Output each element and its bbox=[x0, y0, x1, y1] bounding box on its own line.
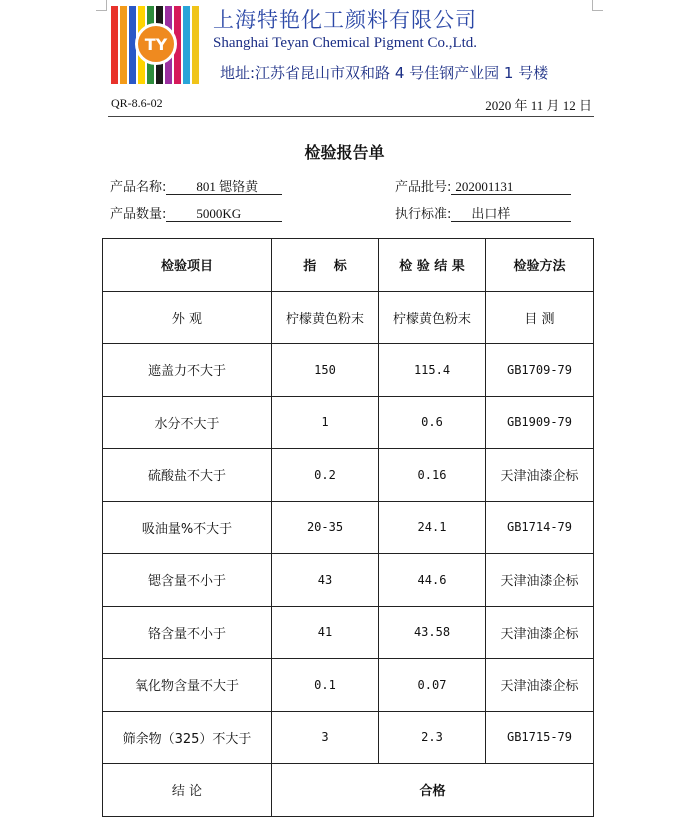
cell-item: 锶含量不小于 bbox=[103, 554, 272, 607]
page-title: 检验报告单 bbox=[304, 143, 385, 162]
conclusion-value: 合格 bbox=[272, 764, 594, 817]
cell-method: GB1709-79 bbox=[486, 344, 594, 397]
table-row bbox=[103, 344, 594, 397]
document-date: 2020 年 11 月 12 日 bbox=[485, 98, 592, 113]
cell-item: 遮盖力不大于 bbox=[103, 344, 272, 397]
cell-result: 0.6 bbox=[379, 396, 486, 449]
company-logo bbox=[111, 6, 205, 84]
cell-item: 氧化物含量不大于 bbox=[103, 659, 272, 712]
table-row bbox=[103, 606, 594, 659]
header-result: 检 验 结 果 bbox=[379, 239, 486, 292]
cell-spec: 3 bbox=[272, 711, 379, 764]
cell-spec: 1 bbox=[272, 396, 379, 449]
cell-spec: 柠檬黄色粉末 bbox=[272, 291, 379, 344]
quantity-value: 5000KG bbox=[166, 206, 282, 222]
table-row bbox=[103, 501, 594, 554]
table-row bbox=[103, 449, 594, 502]
page-corner-mark-left bbox=[96, 0, 107, 11]
cell-item: 吸油量%不大于 bbox=[103, 501, 272, 554]
batch-number-field bbox=[395, 176, 571, 195]
cell-item: 铬含量不小于 bbox=[103, 606, 272, 659]
product-name-field bbox=[110, 176, 282, 195]
logo-stripe bbox=[183, 6, 190, 84]
cell-result: 0.07 bbox=[379, 659, 486, 712]
standard-field bbox=[395, 203, 571, 222]
cell-spec: 41 bbox=[272, 606, 379, 659]
cell-result: 柠檬黄色粉末 bbox=[379, 291, 486, 344]
cell-item: 筛余物（325）不大于 bbox=[103, 711, 272, 764]
standard-value: 出口样 bbox=[451, 206, 571, 222]
inspection-table bbox=[102, 238, 594, 817]
cell-result: 115.4 bbox=[379, 344, 486, 397]
company-name-cn: 上海特艳化工颜料有限公司 bbox=[213, 8, 477, 32]
table-row bbox=[103, 291, 594, 344]
cell-method: GB1715-79 bbox=[486, 711, 594, 764]
standard-label: 执行标准: bbox=[395, 207, 452, 222]
product-name-label: 产品名称: bbox=[110, 180, 167, 195]
cell-spec: 20-35 bbox=[272, 501, 379, 554]
header-item: 检验项目 bbox=[103, 239, 272, 292]
cell-method: GB1909-79 bbox=[486, 396, 594, 449]
logo-stripe bbox=[120, 6, 127, 84]
cell-item: 外 观 bbox=[103, 291, 272, 344]
cell-spec: 150 bbox=[272, 344, 379, 397]
cell-item: 硫酸盐不大于 bbox=[103, 449, 272, 502]
cell-result: 24.1 bbox=[379, 501, 486, 554]
product-name-value: 801 锶铬黄 bbox=[166, 179, 282, 195]
header-method: 检验方法 bbox=[486, 239, 594, 292]
cell-method: 天津油漆企标 bbox=[486, 554, 594, 607]
table-row bbox=[103, 554, 594, 607]
page-corner-mark-right bbox=[592, 0, 603, 11]
logo-badge: TY bbox=[135, 23, 177, 65]
conclusion-row bbox=[103, 764, 594, 817]
table-row bbox=[103, 711, 594, 764]
cell-spec: 43 bbox=[272, 554, 379, 607]
table-row bbox=[103, 396, 594, 449]
document-code: QR-8.6-02 bbox=[111, 96, 163, 110]
header-spec: 指 标 bbox=[272, 239, 379, 292]
table-header-row bbox=[103, 239, 594, 292]
cell-spec: 0.2 bbox=[272, 449, 379, 502]
cell-result: 0.16 bbox=[379, 449, 486, 502]
cell-item: 水分不大于 bbox=[103, 396, 272, 449]
logo-stripe bbox=[111, 6, 118, 84]
conclusion-label: 结 论 bbox=[103, 764, 272, 817]
cell-method: 天津油漆企标 bbox=[486, 659, 594, 712]
cell-method: 目 测 bbox=[486, 291, 594, 344]
company-address: 地址:江苏省昆山市双和路 4 号佳钢产业园 1 号楼 bbox=[220, 64, 549, 82]
cell-method: GB1714-79 bbox=[486, 501, 594, 554]
batch-number-value: 202001131 bbox=[451, 179, 571, 195]
cell-method: 天津油漆企标 bbox=[486, 449, 594, 502]
quantity-label: 产品数量: bbox=[110, 207, 167, 222]
quantity-field bbox=[110, 203, 282, 222]
header-divider bbox=[108, 116, 594, 117]
cell-spec: 0.1 bbox=[272, 659, 379, 712]
table-row bbox=[103, 659, 594, 712]
cell-result: 2.3 bbox=[379, 711, 486, 764]
batch-number-label: 产品批号: bbox=[395, 180, 452, 195]
cell-result: 44.6 bbox=[379, 554, 486, 607]
company-name-en: Shanghai Teyan Chemical Pigment Co.,Ltd. bbox=[213, 35, 478, 51]
logo-stripe bbox=[192, 6, 199, 84]
cell-method: 天津油漆企标 bbox=[486, 606, 594, 659]
cell-result: 43.58 bbox=[379, 606, 486, 659]
